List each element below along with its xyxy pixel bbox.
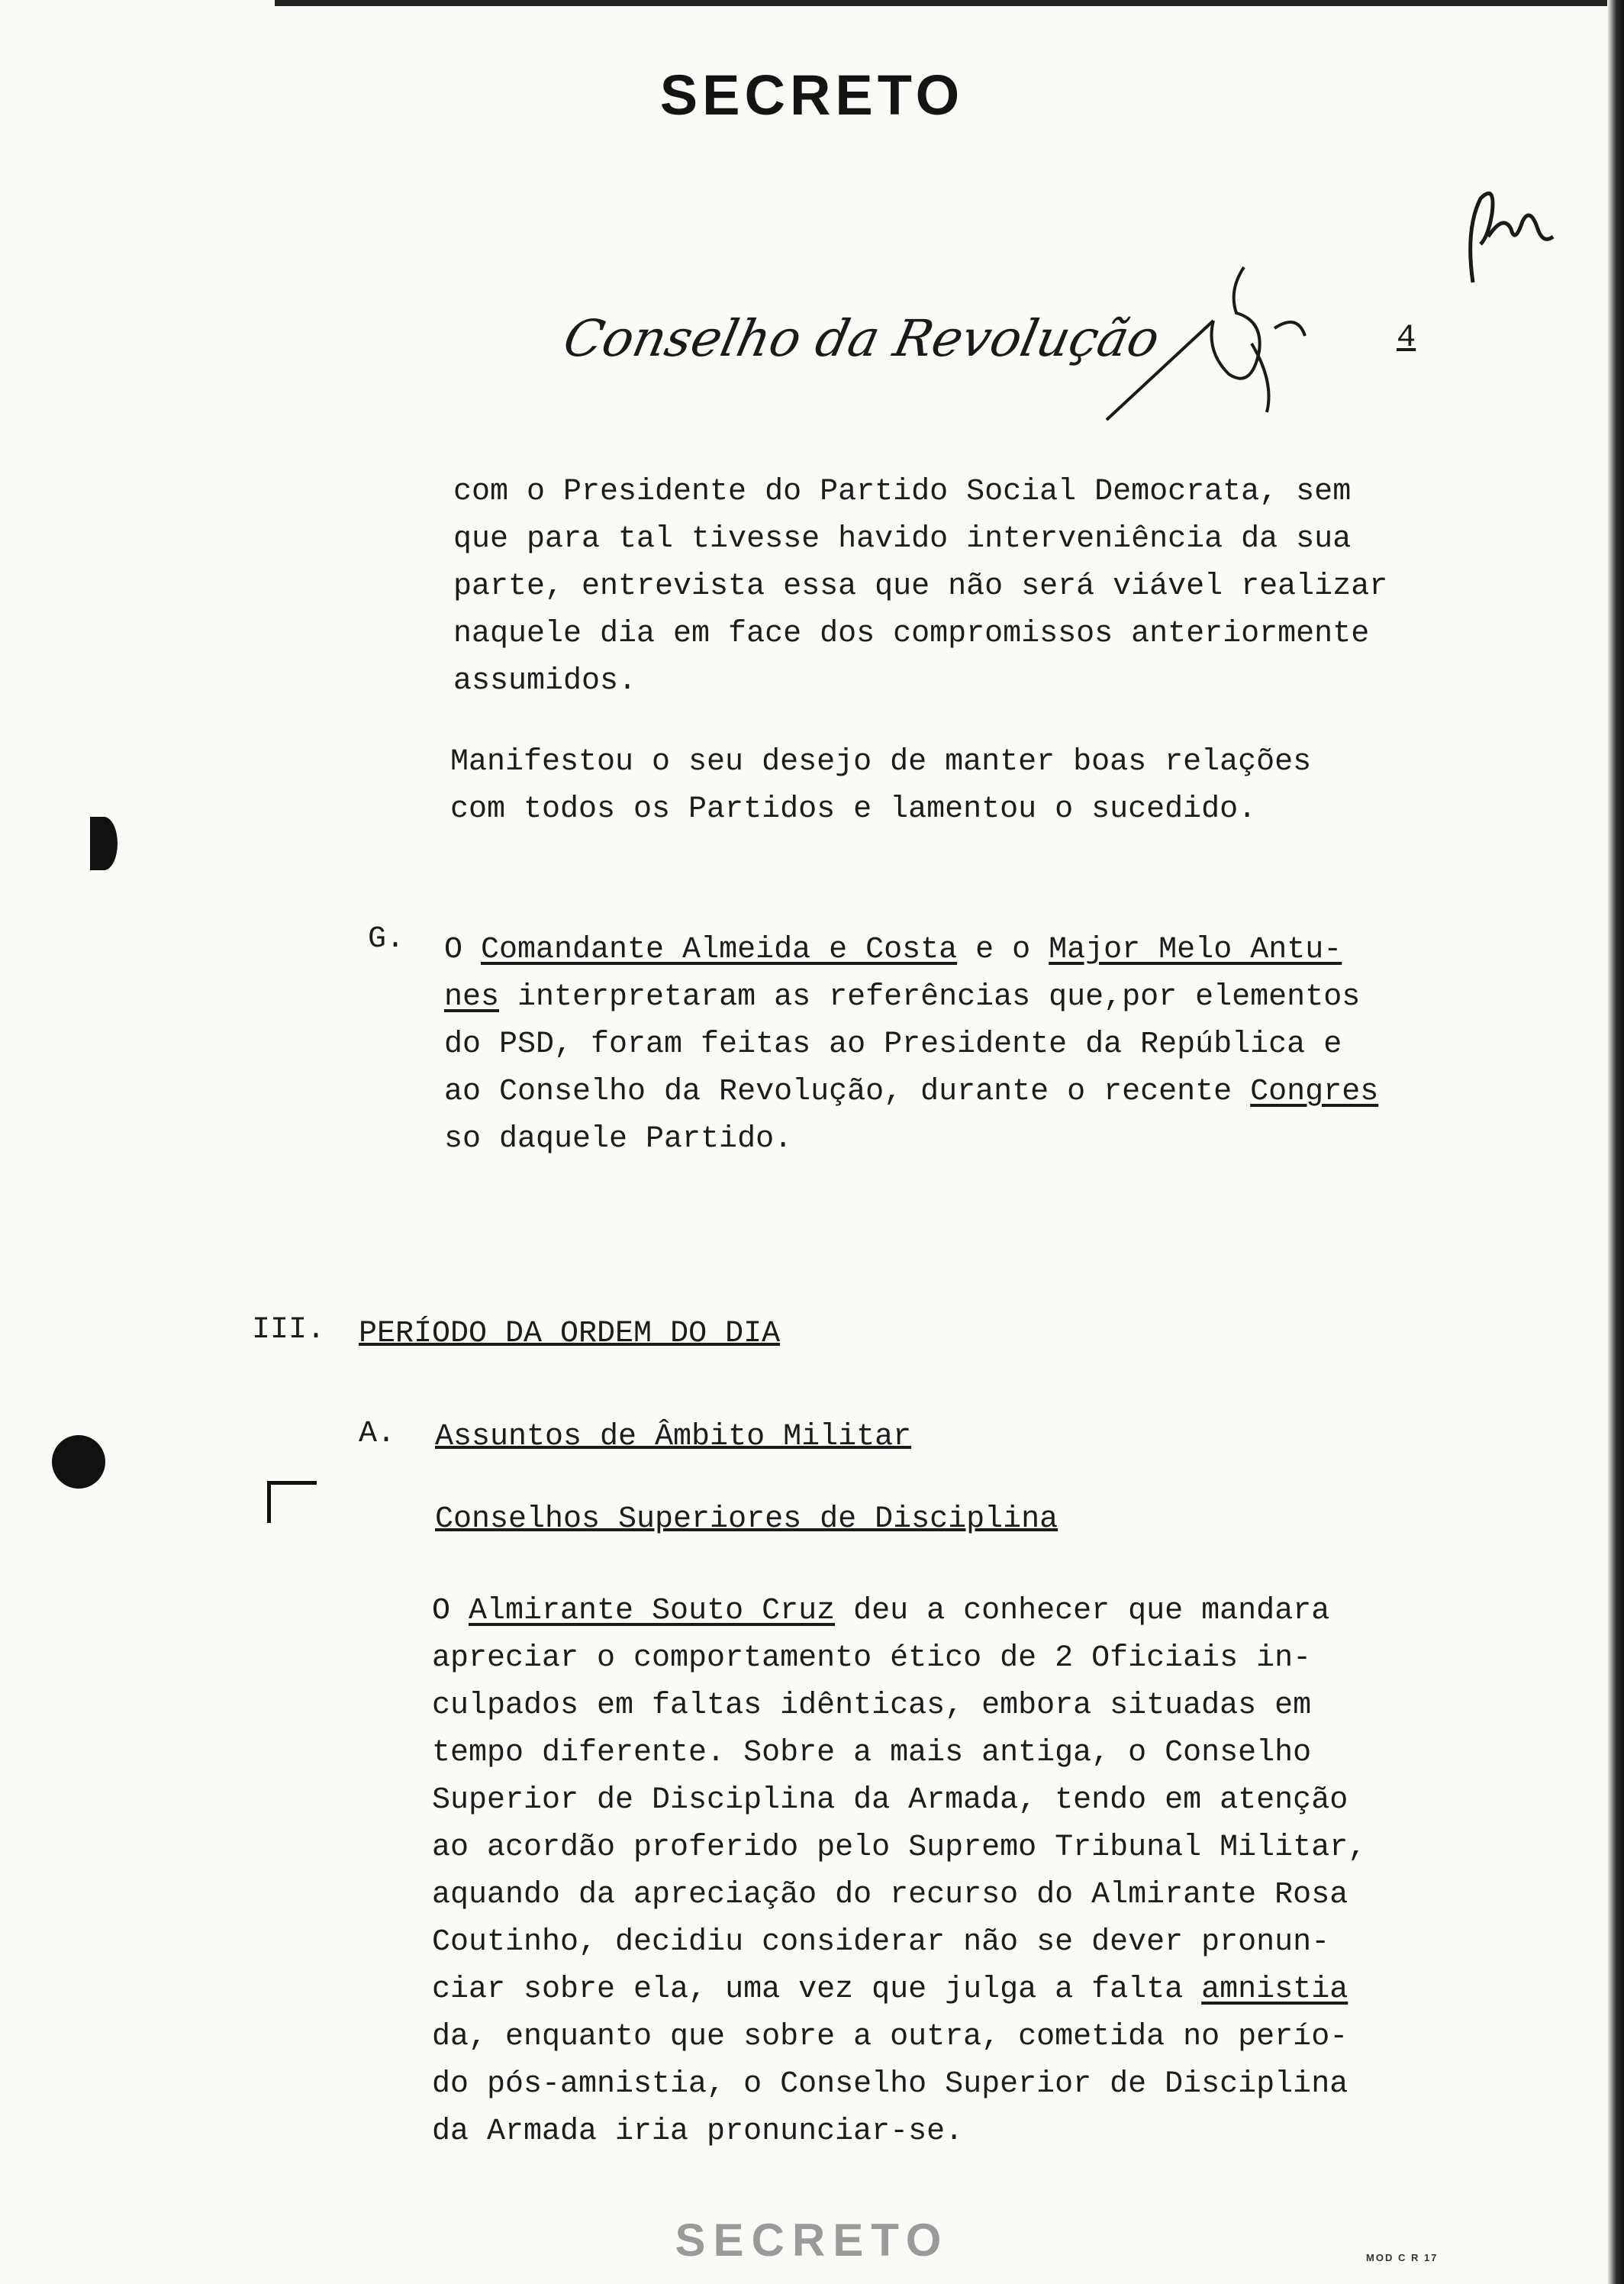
body-paragraph — [432, 1588, 1485, 2156]
section-title: PERÍODO DA ORDEM DO DIA — [359, 1317, 781, 1351]
text-line: Superior de Disciplina da Armada, tendo em atenção — [432, 1783, 1348, 1818]
page-number: 4 — [1397, 319, 1416, 356]
text-line: do PSD, foram feitas ao Presidente da República e — [444, 1027, 1342, 1062]
punch-hole — [90, 817, 118, 870]
text-line: naquele dia em face dos compromissos anteriormente — [453, 617, 1370, 651]
text-line: que para tal tivesse havido interveniência da sua — [453, 522, 1352, 556]
item-g-text — [444, 927, 1467, 1163]
text-line: aquando da apreciação do recurso do Almirante Rosa — [432, 1878, 1348, 1912]
subsection-a-label: A. — [359, 1417, 396, 1451]
form-code: MOD C R 17 — [1366, 2252, 1439, 2263]
handwritten-signature — [1099, 260, 1328, 435]
underlined-word: Congres — [1250, 1075, 1379, 1109]
text-line: apreciar o comportamento ético de 2 Oficiais in- — [432, 1641, 1312, 1676]
letterhead: Conselho da Revolução — [558, 309, 1165, 368]
page-edge-right — [1607, 0, 1624, 2284]
name-souto-cruz: Almirante Souto Cruz — [469, 1594, 836, 1628]
text-line: com o Presidente do Partido Social Democrata, sem — [453, 475, 1352, 509]
punch-hole — [52, 1435, 105, 1489]
text-line: da Armada iria pronunciar-se. — [432, 2115, 964, 2149]
text-line: ciar sobre ela, uma vez que julga a falta amnistia — [432, 1973, 1348, 2007]
subheading-disciplina: Conselhos Superiores de Disciplina — [435, 1502, 1058, 1537]
underlined-word: amnistia — [1201, 1973, 1348, 2007]
item-g-label: G. — [368, 922, 405, 957]
text-line: O Almirante Souto Cruz deu a conhecer que mandara — [432, 1594, 1330, 1628]
text-line: parte, entrevista essa que não será viável realizar — [453, 569, 1388, 604]
classification-stamp-top: SECRETO — [659, 63, 965, 127]
text-line: Coutinho, decidiu considerar não se dever pronun- — [432, 1925, 1330, 1960]
text-line: assumidos. — [453, 664, 637, 698]
text-line: com todos os Partidos e lamentou o sucedido. — [450, 792, 1257, 827]
name-melo-antunes-part2: nes — [444, 980, 500, 1015]
subsection-a-title: Assuntos de Âmbito Militar — [435, 1420, 912, 1454]
text-line: ao Conselho da Revolução, durante o recente Congres — [444, 1075, 1379, 1109]
section-numeral: III. — [252, 1313, 326, 1347]
text-line: culpados em faltas idênticas, embora situadas em — [432, 1689, 1312, 1723]
name-melo-antunes-part1: Major Melo Antu- — [1049, 933, 1342, 967]
text-line: O Comandante Almeida e Costa e o Major Melo Antu- — [444, 933, 1342, 967]
page-edge-top — [275, 0, 1624, 6]
text-line: so daquele Partido. — [444, 1122, 793, 1157]
text-line: da, enquanto que sobre a outra, cometida no perío- — [432, 2020, 1348, 2054]
text-line: Manifestou o seu desejo de manter boas relações — [450, 745, 1312, 779]
name-almeida-e-costa: Comandante Almeida e Costa — [481, 933, 958, 967]
paragraph-continued — [453, 469, 1461, 705]
text-line: do pós-amnistia, o Conselho Superior de Disciplina — [432, 2067, 1348, 2102]
text-line: ao acordão proferido pelo Supremo Tribunal Militar, — [432, 1831, 1367, 1865]
corner-mark — [267, 1481, 317, 1523]
paragraph-relations — [450, 739, 1458, 834]
classification-stamp-bottom: SECRETO — [675, 2215, 949, 2266]
text-line: tempo diferente. Sobre a mais antiga, o Conselho — [432, 1736, 1312, 1770]
text-line: nes interpretaram as referências que,por elementos — [444, 980, 1361, 1015]
handwritten-initials — [1458, 183, 1564, 290]
